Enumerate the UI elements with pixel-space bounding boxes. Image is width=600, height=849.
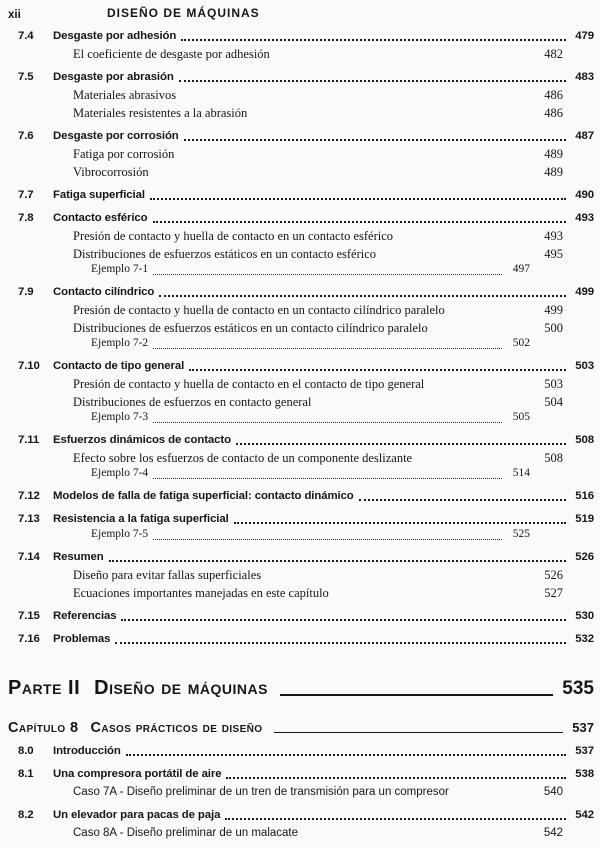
part2-heading xyxy=(8,677,594,700)
toc-entry-page: 542 xyxy=(575,809,594,821)
toc-entry-page: 508 xyxy=(544,451,563,465)
chapter-page-number: 537 xyxy=(572,720,594,735)
toc-entry xyxy=(8,550,594,565)
toc-entry-page: 530 xyxy=(575,610,594,622)
toc-entry-title: Fatiga por corrosión xyxy=(73,147,175,161)
toc-entry xyxy=(8,228,594,244)
toc-entry-page: 487 xyxy=(575,130,594,142)
toc-entry-page: 503 xyxy=(575,360,594,372)
toc-entry-title: Introducción xyxy=(53,745,121,757)
toc-entry-page: 537 xyxy=(575,745,594,757)
toc-entry xyxy=(8,320,594,336)
toc-entry xyxy=(8,394,594,410)
dot-leader xyxy=(109,560,566,562)
dot-leader xyxy=(121,619,566,621)
toc-entry xyxy=(8,489,594,504)
toc-entry xyxy=(8,767,594,782)
toc-entry-title: Presión de contacto y huella de contacto en un contacto esférico xyxy=(73,229,394,243)
toc-entry-title: Esfuerzos dinámicos de contacto xyxy=(53,434,231,446)
toc-entry-title: Desgaste por abrasión xyxy=(53,71,174,83)
underline-rule xyxy=(280,694,553,696)
toc-entry-number: 7.4 xyxy=(18,30,34,42)
dot-leader xyxy=(153,221,566,223)
toc-entry-page: 497 xyxy=(512,263,530,275)
toc-entry-number: 7.12 xyxy=(18,490,40,502)
toc-entry-title: Referencias xyxy=(53,610,117,622)
toc-entry xyxy=(8,784,594,800)
toc-entry-title: Ejemplo 7-5 xyxy=(91,528,149,540)
toc-entry xyxy=(8,164,594,180)
toc-entry-title: Materiales abrasivos xyxy=(73,88,177,102)
dot-leader xyxy=(181,39,566,41)
toc-entry-number: 7.13 xyxy=(18,513,40,525)
toc-chapter8-list xyxy=(8,744,594,841)
page-folio: xii xyxy=(8,9,21,21)
toc-entry xyxy=(8,527,594,542)
dot-leader xyxy=(150,198,566,200)
toc-entry-page: 493 xyxy=(575,212,594,224)
toc-entry-number: 7.5 xyxy=(18,71,34,83)
toc-entry xyxy=(8,359,594,374)
toc-entry-number: 7.9 xyxy=(18,286,34,298)
toc-entry-page: 489 xyxy=(544,147,563,161)
toc-entry-title: Materiales resistentes a la abrasión xyxy=(73,106,248,120)
toc-entry-page: 495 xyxy=(544,247,563,261)
dot-leader xyxy=(184,139,566,141)
toc-entry xyxy=(8,433,594,448)
dot-leader xyxy=(359,499,566,501)
toc-entry xyxy=(8,808,594,823)
toc-entry xyxy=(8,585,594,601)
toc-entry-title: Distribuciones de esfuerzos estáticos en un contacto esférico xyxy=(73,247,377,261)
dot-leader xyxy=(179,80,566,82)
toc-entry-title: Caso 7A - Diseño preliminar de un tren de transmisión para un compresor xyxy=(73,786,449,798)
toc-entry-title: Ejemplo 7-1 xyxy=(91,263,149,275)
toc-entry xyxy=(8,376,594,392)
toc-entry-number: 8.1 xyxy=(18,768,34,780)
toc-entry-title: Desgaste por adhesión xyxy=(53,30,177,42)
toc-entry-number: 7.15 xyxy=(18,610,40,622)
toc-entry-title: El coeficiente de desgaste por adhesión xyxy=(73,47,270,61)
toc-entry xyxy=(8,129,594,144)
dot-leader xyxy=(225,818,566,820)
dot-leader xyxy=(153,478,502,479)
toc-entry xyxy=(8,825,594,841)
toc-entry-title: Desgaste por corrosión xyxy=(53,130,179,142)
toc-entry-number: 7.11 xyxy=(18,434,40,446)
toc-entry-title: Contacto de tipo general xyxy=(53,360,185,372)
toc-entry-title: Modelos de falla de fatiga superficial: contacto dinámico xyxy=(53,490,354,502)
toc-entry xyxy=(8,567,594,583)
toc-entry-number: 7.16 xyxy=(18,633,40,645)
toc-entry-page: 505 xyxy=(512,411,530,423)
toc-entry-page: 489 xyxy=(544,165,563,179)
toc-entry xyxy=(8,609,594,624)
toc-entry-page: 527 xyxy=(544,586,563,600)
running-header xyxy=(8,5,594,21)
toc-entry-title: Diseño para evitar fallas superficiales xyxy=(73,568,262,582)
toc-entry-title: Un elevador para pacas de paja xyxy=(53,809,221,821)
toc-entry-page: 486 xyxy=(544,106,563,120)
toc-entry-title: Fatiga superficial xyxy=(53,189,145,201)
toc-entry-page: 526 xyxy=(544,568,563,582)
toc-entry-page: 516 xyxy=(575,490,594,502)
toc-entry-page: 540 xyxy=(543,786,563,798)
toc-entry-title: Caso 8A - Diseño preliminar de un malacate xyxy=(73,827,299,839)
toc-entry-page: 499 xyxy=(575,286,594,298)
toc-entry-title: Contacto esférico xyxy=(53,212,148,224)
dot-leader xyxy=(236,443,566,445)
toc-entry-number: 7.8 xyxy=(18,212,34,224)
chapter-title: Casos prácticos de diseño xyxy=(90,720,263,736)
toc-entry-page: 526 xyxy=(575,551,594,563)
toc-entry xyxy=(8,29,594,44)
toc-entry xyxy=(8,466,594,481)
toc-entry-title: Efecto sobre los esfuerzos de contacto de un componente deslizante xyxy=(73,451,413,465)
toc-entry-page: 502 xyxy=(512,337,530,349)
dot-leader xyxy=(153,422,502,423)
toc-entry-page: 500 xyxy=(544,321,563,335)
toc-entry xyxy=(8,450,594,466)
toc-entry-page: 493 xyxy=(544,229,563,243)
toc-entry xyxy=(8,246,594,262)
toc-entry-title: Problemas xyxy=(53,633,111,645)
toc-entry-number: 7.14 xyxy=(18,551,40,563)
toc-entry-number: 7.10 xyxy=(18,360,40,372)
dot-leader xyxy=(153,274,502,275)
toc-entry-page: 519 xyxy=(575,513,594,525)
toc-entry-page: 508 xyxy=(575,434,594,446)
dot-leader xyxy=(159,295,566,297)
dot-leader xyxy=(189,369,566,371)
underline-rule xyxy=(274,732,563,733)
toc-entry-title: Ecuaciones importantes manejadas en este capítulo xyxy=(73,586,329,600)
part-page-number: 535 xyxy=(562,678,594,699)
toc-entry xyxy=(8,302,594,318)
dot-leader xyxy=(153,348,502,349)
toc-entry-title: Ejemplo 7-3 xyxy=(91,411,149,423)
running-title: DISEÑO DE MÁQUINAS xyxy=(107,6,260,20)
toc-entry xyxy=(8,211,594,226)
toc-entry-title: Resistencia a la fatiga superficial xyxy=(53,513,229,525)
dot-leader xyxy=(234,522,566,524)
toc-entry xyxy=(8,70,594,85)
toc-entry-page: 499 xyxy=(544,303,563,317)
dot-leader xyxy=(115,642,566,644)
toc-chapter7-list xyxy=(8,29,594,647)
toc-entry xyxy=(8,632,594,647)
toc-entry xyxy=(8,46,594,62)
toc-entry-page: 483 xyxy=(575,71,594,83)
toc-entry xyxy=(8,87,594,103)
toc-entry-number: 8.2 xyxy=(18,809,34,821)
toc-entry-page: 532 xyxy=(575,633,594,645)
dot-leader xyxy=(153,539,502,540)
toc-entry-page: 503 xyxy=(544,377,563,391)
toc-entry-title: Contacto cilíndrico xyxy=(53,286,155,298)
toc-entry-number: 7.6 xyxy=(18,130,34,142)
toc-entry-title: Ejemplo 7-4 xyxy=(91,467,149,479)
toc-entry-number: 8.0 xyxy=(18,745,34,757)
chapter8-heading xyxy=(8,720,594,736)
toc-entry-page: 479 xyxy=(575,30,594,42)
toc-entry-page: 542 xyxy=(543,827,563,839)
toc-entry xyxy=(8,188,594,203)
toc-entry-page: 504 xyxy=(544,395,563,409)
toc-entry xyxy=(8,410,594,425)
toc-entry-title: Una compresora portátil de aire xyxy=(53,768,222,780)
toc-entry-number: 7.7 xyxy=(18,189,34,201)
toc-entry-title: Vibrocorrosión xyxy=(73,165,149,179)
toc-entry xyxy=(8,105,594,121)
dot-leader xyxy=(226,777,566,779)
toc-entry-page: 538 xyxy=(575,768,594,780)
toc-entry xyxy=(8,512,594,527)
part-title: Diseño de máquinas xyxy=(94,677,268,699)
toc-entry-page: 525 xyxy=(512,528,530,540)
toc-entry-title: Ejemplo 7-2 xyxy=(91,337,149,349)
toc-entry-page: 490 xyxy=(575,189,594,201)
toc-entry xyxy=(8,744,594,759)
toc-entry-page: 486 xyxy=(544,88,563,102)
toc-entry-title: Presión de contacto y huella de contacto en el contacto de tipo general xyxy=(73,377,425,391)
toc-entry xyxy=(8,146,594,162)
toc-entry-page: 514 xyxy=(512,467,530,479)
toc-entry-page: 482 xyxy=(544,47,563,61)
chapter-label: Capítulo 8 xyxy=(8,720,79,736)
toc-entry xyxy=(8,262,594,277)
toc-entry xyxy=(8,336,594,351)
toc-entry-title: Distribuciones de esfuerzos en contacto general xyxy=(73,395,312,409)
toc-entry-title: Resumen xyxy=(53,551,104,563)
dot-leader xyxy=(126,754,566,756)
toc-entry-title: Presión de contacto y huella de contacto en un contacto cilíndrico paralelo xyxy=(73,303,445,317)
toc-entry-title: Distribuciones de esfuerzos estáticos en un contacto cilíndrico paralelo xyxy=(73,321,428,335)
part-label: Parte II xyxy=(8,677,81,699)
toc-entry xyxy=(8,285,594,300)
